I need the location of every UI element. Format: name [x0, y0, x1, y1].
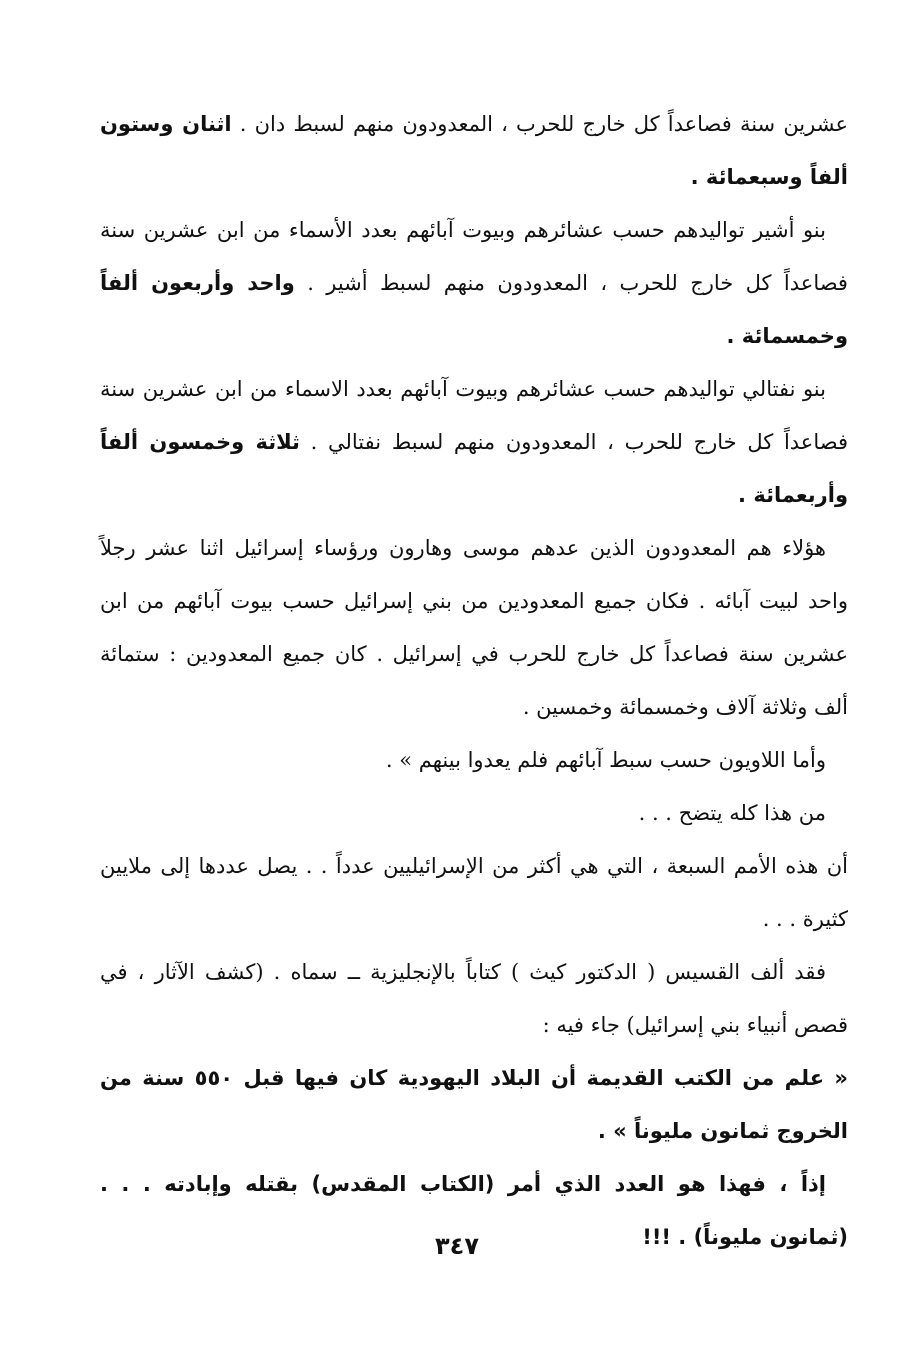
paragraph-dan — [100, 98, 848, 204]
paragraph-text: عشرين سنة فصاعداً كل خارج للحرب ، المعدودون منهم لسبط دان . — [231, 112, 848, 136]
paragraph-conclusion: من هذا كله يتضح . . . — [638, 801, 826, 825]
paragraph-asher — [100, 204, 848, 363]
paragraph-levites: وأما اللاويون حسب سبط آبائهم فلم يعدوا بينهم » . — [385, 748, 826, 772]
paragraph-final: إذاً ، فهذا هو العدد الذي أمر (الكتاب المقدس) بقتله وإبادته . . . (ثمانون مليوناً) . !!! — [100, 1172, 848, 1249]
paragraph-naphtali — [100, 363, 848, 522]
paragraph-quote: « علم من الكتب القديمة أن البلاد اليهودية كان فيها قبل ٥٥٠ سنة من الخروج ثمانون مليوناً » . — [100, 1066, 848, 1143]
paragraph-seven-nations: أن هذه الأمم السبعة ، التي هي أكثر من الإسرائيليين عدداً . . يصل عددها إلى ملايين كثيرة . . . — [100, 854, 848, 931]
paragraph-text: بنو نفتالي تواليدهم حسب عشائرهم وبيوت آبائهم بعدد الاسماء من ابن عشرين سنة فصاعداً كل خارج للحرب ، المعدودون منهم لسبط نفتالي . — [100, 377, 848, 454]
page-body — [100, 98, 848, 1264]
paragraph-bold-count: اثنان وستون ألفاً وسبعمائة . — [100, 112, 848, 189]
paragraph-keith-book: فقد ألف القسيس ( الدكتور كيث ) كتاباً بالإنجليزية ــ سماه . (كشف الآثار ، في قصص أنبياء بني إسرائيل) جاء فيه : — [100, 960, 848, 1037]
paragraph-census-total: هؤلاء هم المعدودون الذين عدهم موسى وهارون ورؤساء إسرائيل اثنا عشر رجلاً واحد لبيت آبائه . فكان جميع المعدودين من بني إسرائيل حسب بيوت آبائهم من ابن عشرين سنة فصاعداً كل خارج للحرب في إسرائيل . كان جميع المعدودين : ستمائة ألف وثلاثة آلاف وخمسمائة وخمسين . — [100, 536, 848, 719]
page-number: ٣٤٧ — [435, 1232, 479, 1260]
paragraph-bold-count: ثلاثة وخمسون ألفاً وأربعمائة . — [100, 430, 848, 507]
paragraph-bold-count: واحد وأربعون ألفاً وخمسمائة . — [100, 271, 848, 348]
paragraph-text: بنو أشير تواليدهم حسب عشائرهم وبيوت آبائهم بعدد الأسماء من ابن عشرين سنة فصاعداً كل خارج للحرب ، المعدودون منهم لسبط أشير . — [100, 218, 848, 295]
